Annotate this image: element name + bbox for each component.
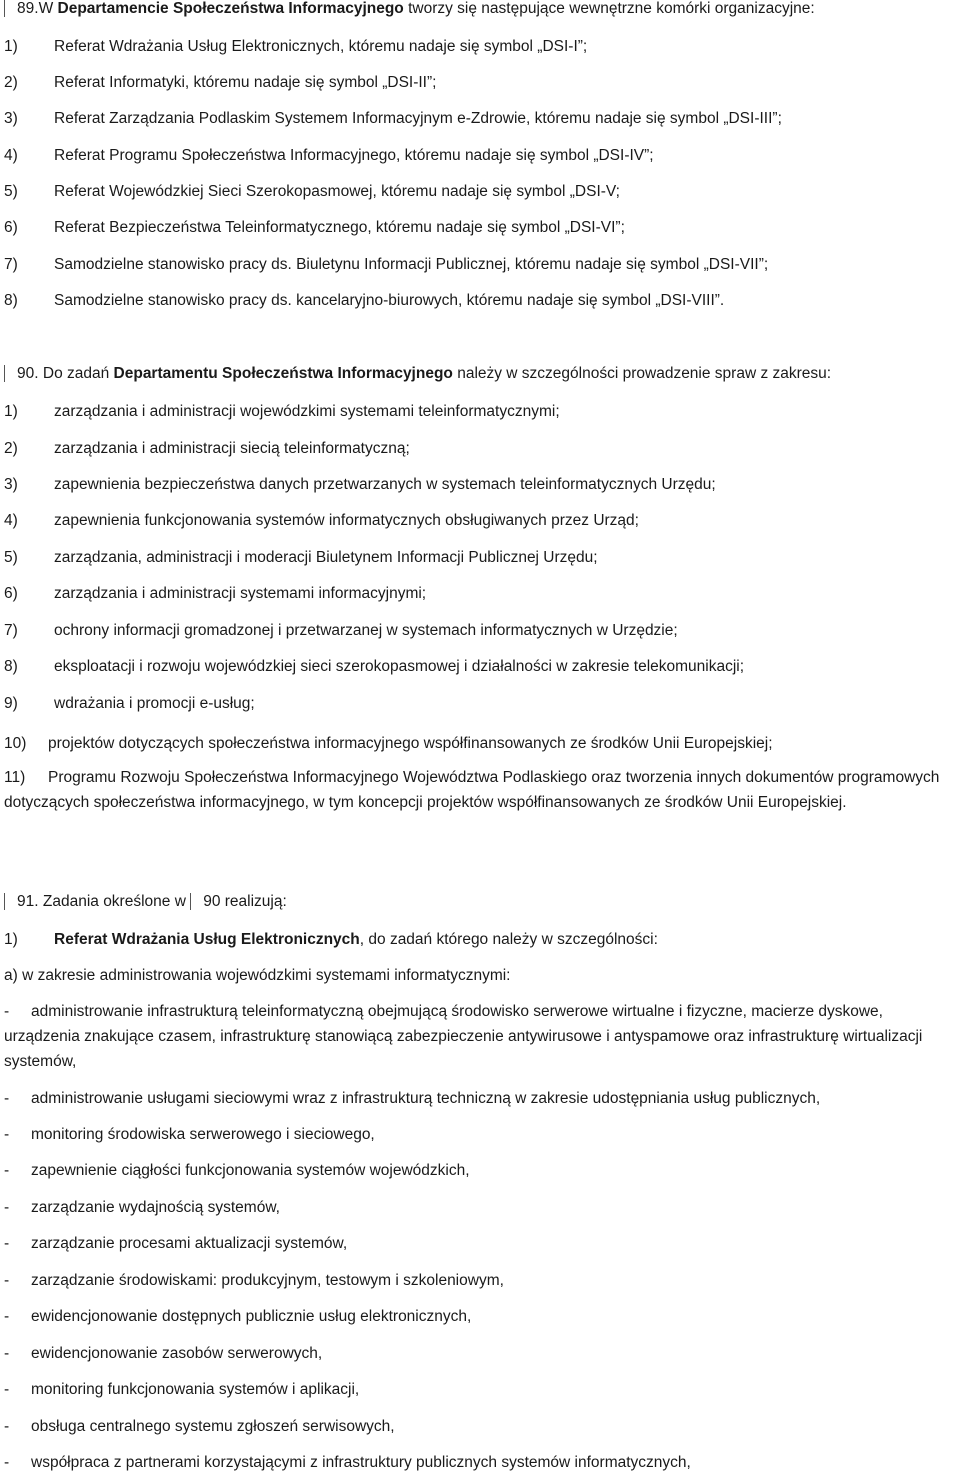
bullet-item: - współpraca z partnerami korzystającymi z infrastruktury publicznych systemów informatycznych,	[4, 1454, 691, 1471]
section-91-heading	[4, 893, 287, 911]
unit-name: Referat Wdrażania Usług Elektronicznych	[54, 931, 360, 948]
section-90-intro-pre: Do zadań	[38, 365, 114, 382]
section-91-reference: 90	[190, 893, 220, 910]
section-90-number: 90.	[4, 365, 39, 382]
list-item: 2) zarządzania i administracji siecią teleinformatyczną;	[4, 440, 410, 457]
list-item: 1) Referat Wdrażania Usług Elektronicznych, któremu nadaje się symbol „DSI-I”;	[4, 38, 588, 55]
list-item: 6) Referat Bezpieczeństwa Teleinformatycznego, któremu nadaje się symbol „DSI-VI”;	[4, 219, 625, 236]
section-89-department: Departamencie Społeczeństwa Informacyjnego	[57, 0, 404, 17]
section-91-item-1: 1) Referat Wdrażania Usług Elektronicznych, do zadań którego należy w szczególności:	[4, 931, 658, 948]
list-item: 10) projektów dotyczących społeczeństwa informacyjnego współfinansowanych ze środków Unii Europejskiej;	[4, 735, 773, 752]
list-item: 7) ochrony informacji gromadzonej i przetwarzanej w systemach informatycznych w Urzędzie;	[4, 622, 678, 639]
section-89-intro-post: tworzy się następujące wewnętrzne komórki organizacyjne:	[403, 0, 815, 17]
list-item: 6) zarządzania i administracji systemami informacyjnymi;	[4, 585, 427, 602]
list-item: 5) zarządzania, administracji i moderacji Biuletynem Informacji Publicznej Urzędu;	[4, 549, 598, 566]
list-item: 5) Referat Wojewódzkiej Sieci Szerokopasmowej, któremu nadaje się symbol „DSI-V;	[4, 183, 620, 200]
bullet-item: - administrowanie infrastrukturą teleinformatyczną obejmującą środowisko serwerowe wirtualne i fizyczne, macierze dyskowe, urządzenia znakujące czasem, infrastrukturę stanowiącą zabezpieczenie antywirusowe i antyspamowe oraz infrastrukturę wirtualizacji systemów,	[4, 1003, 923, 1070]
list-item: 8) Samodzielne stanowisko pracy ds. kancelaryjno-biurowych, któremu nadaje się symbol „DSI-VIII”.	[4, 292, 725, 309]
bullet-item: - administrowanie usługami sieciowymi wraz z infrastrukturą techniczną w zakresie udostępniania usług publicznych,	[4, 1090, 821, 1107]
list-item: 2) Referat Informatyki, któremu nadaje się symbol „DSI-II”;	[4, 74, 437, 91]
section-91-intro: Zadania określone w	[38, 893, 191, 910]
bullet-item: - zarządzanie procesami aktualizacji systemów,	[4, 1235, 348, 1252]
bullet-item: - ewidencjonowanie dostępnych publicznie usług elektronicznych,	[4, 1308, 472, 1325]
list-item: 3) zapewnienia bezpieczeństwa danych przetwarzanych w systemach teleinformatycznych Urzędu;	[4, 476, 716, 493]
bullet-item: - monitoring funkcjonowania systemów i aplikacji,	[4, 1381, 360, 1398]
list-item: 1) zarządzania i administracji wojewódzkimi systemami teleinformatycznymi;	[4, 403, 560, 420]
list-item: 4) Referat Programu Społeczeństwa Informacyjnego, któremu nadaje się symbol „DSI-IV”;	[4, 147, 654, 164]
bullet-item: - zarządzanie środowiskami: produkcyjnym, testowym i szkoleniowym,	[4, 1272, 504, 1289]
section-89-number: 89.	[4, 0, 39, 17]
section-90-department: Departamentu Społeczeństwa Informacyjnego	[113, 365, 453, 382]
list-item: 7) Samodzielne stanowisko pracy ds. Biuletynu Informacji Publicznej, któremu nadaje się symbol „DSI-VII”;	[4, 256, 769, 273]
bullet-item: - zapewnienie ciągłości funkcjonowania systemów wojewódzkich,	[4, 1162, 470, 1179]
section-91-number: 91.	[4, 893, 39, 910]
section-89-heading	[4, 0, 815, 18]
bullet-item: - ewidencjonowanie zasobów serwerowych,	[4, 1345, 323, 1362]
list-item: 4) zapewnienia funkcjonowania systemów informatycznych obsługiwanych przez Urząd;	[4, 512, 639, 529]
list-item: 3) Referat Zarządzania Podlaskim Systemem Informacyjnym e-Zdrowie, któremu nadaje się symbol „DSI-III”;	[4, 110, 782, 127]
bullet-item: - zarządzanie wydajnością systemów,	[4, 1199, 280, 1216]
section-91-intro-post: realizują:	[220, 893, 287, 910]
list-item: 9) wdrażania i promocji e-usług;	[4, 695, 255, 712]
list-item-11: 11) Programu Rozwoju Społeczeństwa Informacyjnego Województwa Podlaskiego oraz tworzenia innych dokumentów programowych dotyczących społeczeństwa informacyjnego, w tym koncepcji projektów współfinansowanych ze środków Unii Europejskiej.	[4, 769, 940, 811]
bullet-item: - obsługa centralnego systemu zgłoszeń serwisowych,	[4, 1418, 395, 1435]
section-90-intro-post: należy w szczególności prowadzenie spraw z zakresu:	[452, 365, 832, 382]
list-item: 8) eksploatacji i rozwoju wojewódzkiej sieci szerokopasmowej i działalności w zakresie telekomunikacji;	[4, 658, 745, 675]
section-89-intro-pre: W	[38, 0, 58, 17]
sub-point-a: a) w zakresie administrowania wojewódzkimi systemami informatycznymi:	[4, 967, 511, 984]
section-90-heading	[4, 365, 831, 383]
bullet-item: - monitoring środowiska serwerowego i sieciowego,	[4, 1126, 375, 1143]
